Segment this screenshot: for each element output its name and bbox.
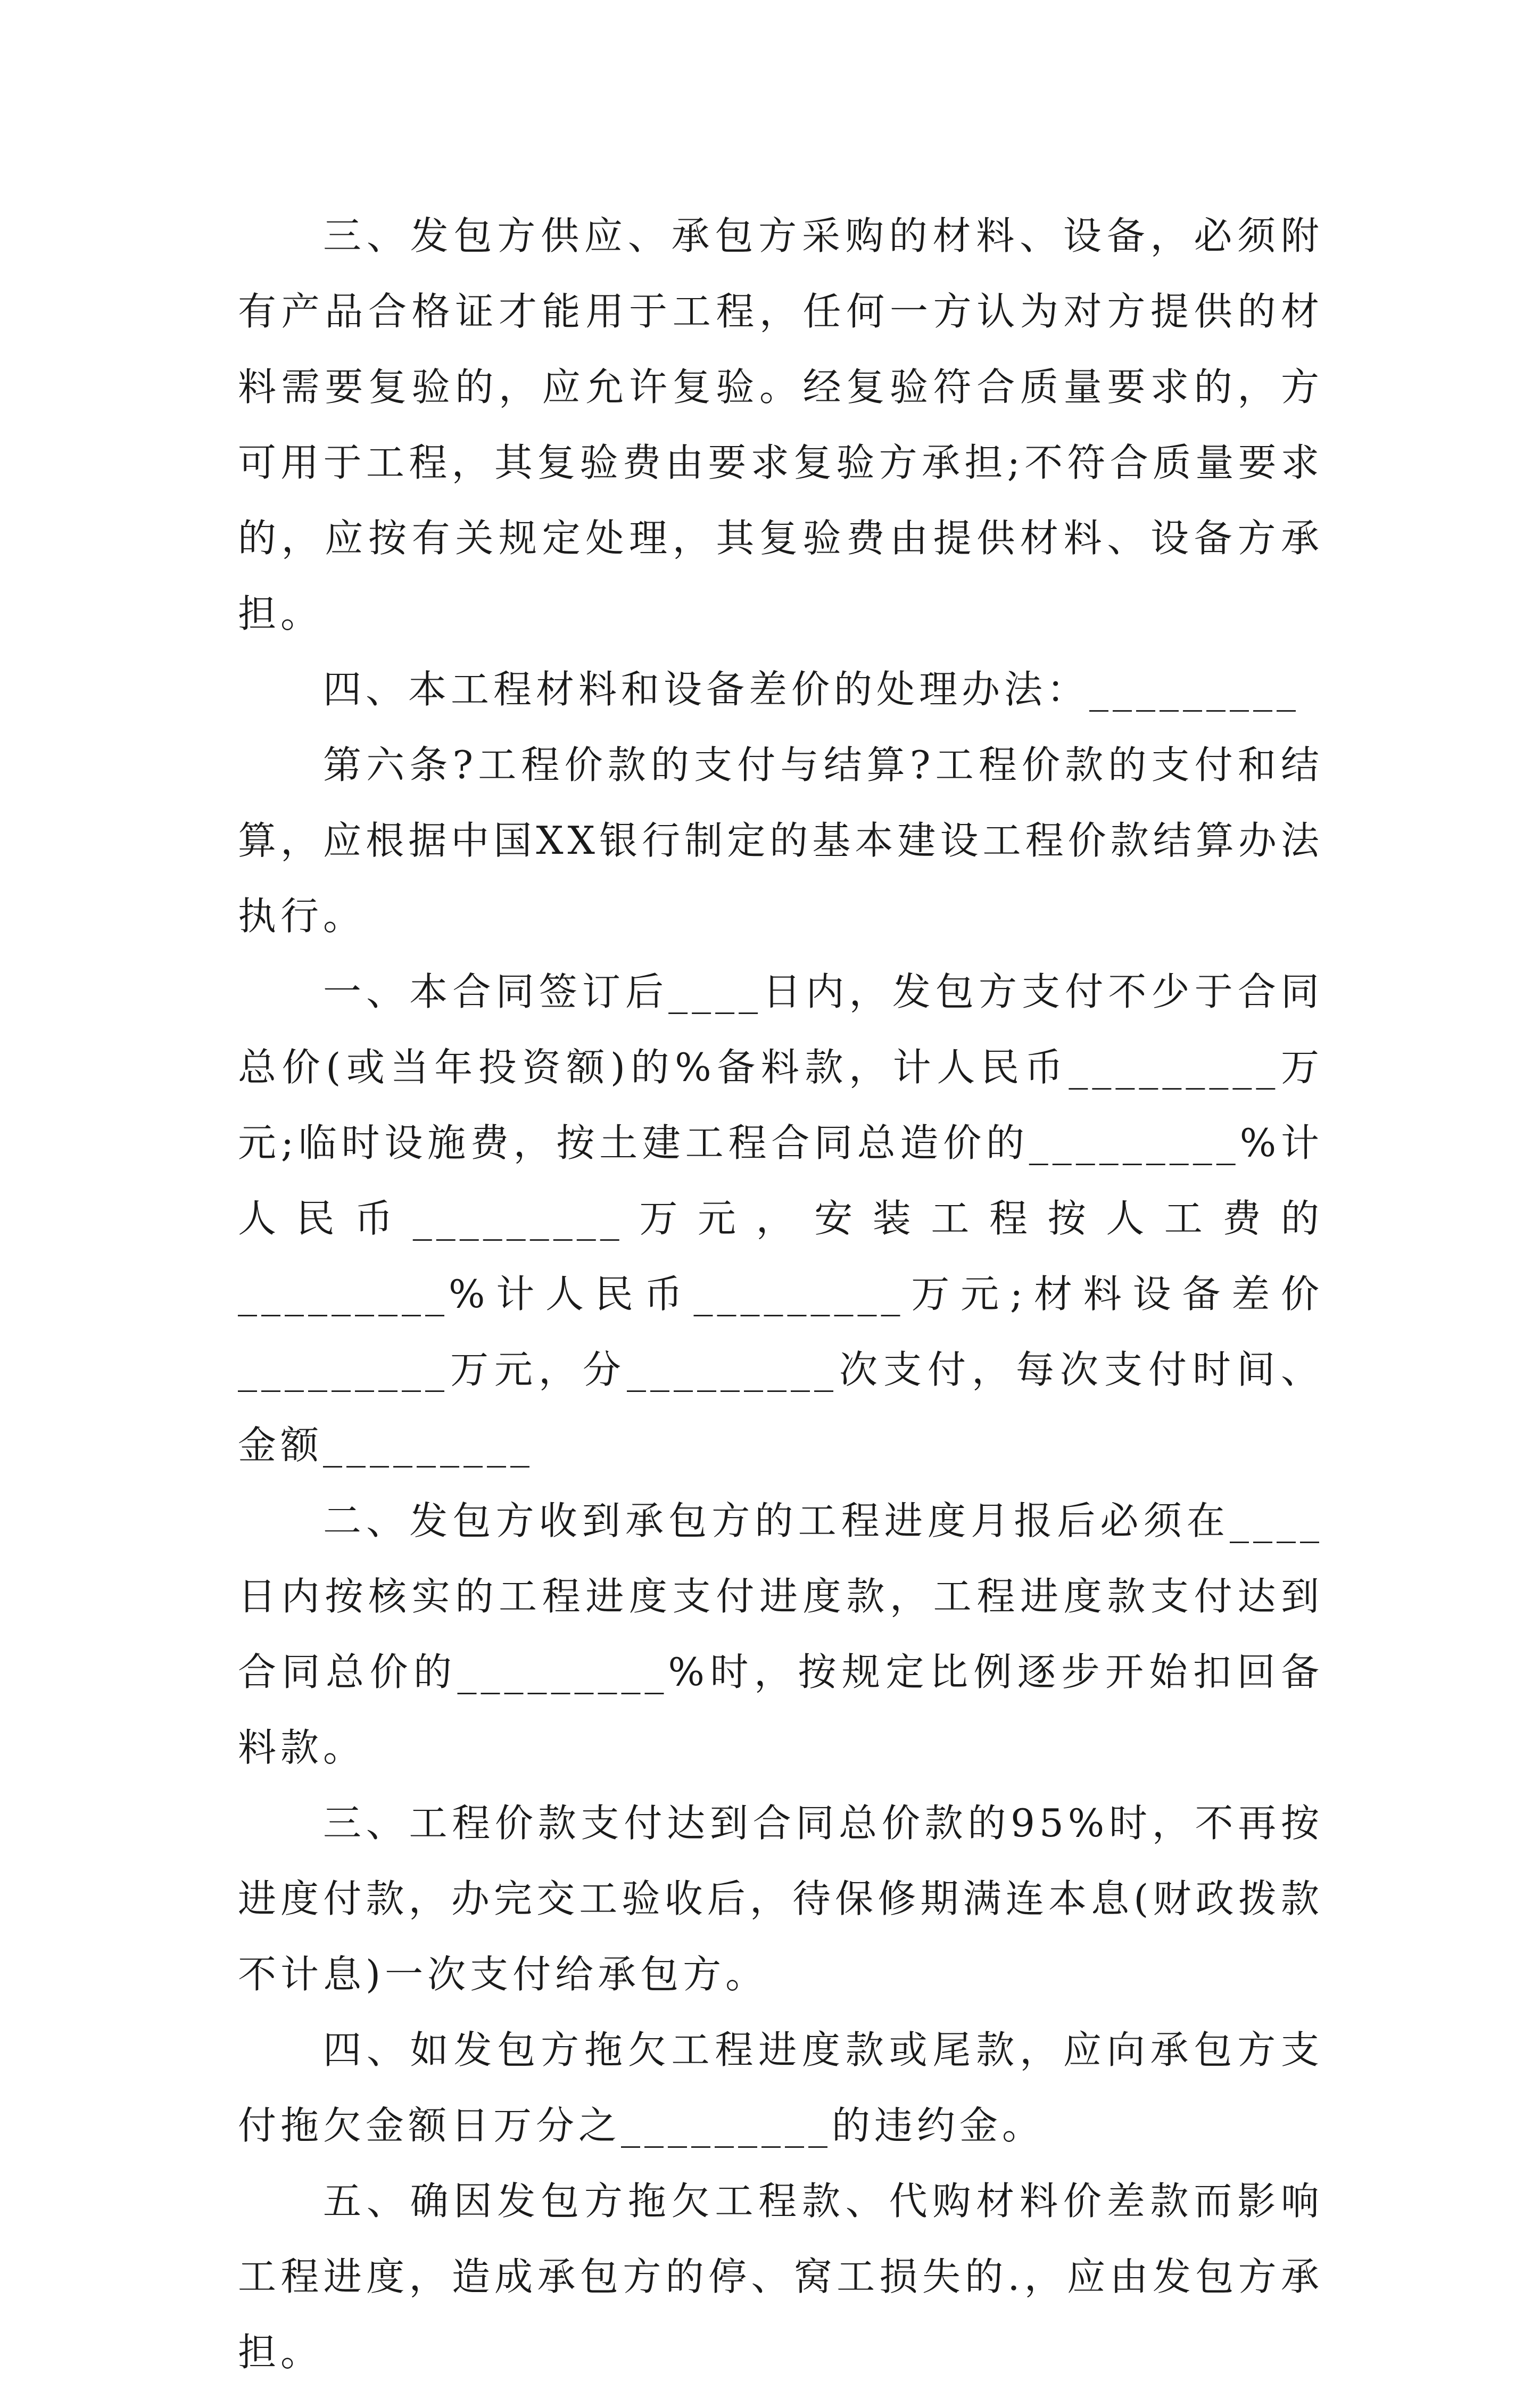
paragraph-advance-payment: 一、本合同签订后____日内，发包方支付不少于合同总价(或当年投资额)的%备料款，计人民币_________万元;临时设施费，按土建工程合同总造价的_________%计人民币_________万元，安装工程按人工费的_________%计人民币_________万元;材料设备差价_________万元，分_________次支付，每次支付时间、金额_________ bbox=[238, 969, 1323, 1468]
paragraph-final-payment: 三、工程价款支付达到合同总价款的95%时，不再按进度付款，办完交工验收后，待保修期满连本息(财政拨款不计息)一次支付给承包方。 bbox=[238, 1801, 1323, 1997]
paragraph-progress-payment: 二、发包方收到承包方的工程进度月报后必须在____日内按核实的工程进度支付进度款，工程进度款支付达到合同总价的_________%时，按规定比例逐步开始扣回备料款。 bbox=[238, 1498, 1323, 1770]
paragraph-article-six: 第六条?工程价款的支付与结算?工程价款的支付和结算，应根据中国XX银行制定的基本建设工程价款结算办法执行。 bbox=[238, 743, 1323, 938]
document-body bbox=[238, 198, 1323, 2390]
paragraph-material-certification: 三、发包方供应、承包方采购的材料、设备，必须附有产品合格证才能用于工程，任何一方认为对方提供的材料需要复验的，应允许复验。经复验符合质量要求的，方可用于工程，其复验费由要求复验方承担;不符合质量要求的，应按有关规定处理，其复验费由提供材料、设备方承担。 bbox=[238, 213, 1323, 636]
paragraph-penalty: 四、如发包方拖欠工程进度款或尾款，应向承包方支付拖欠金额日万分之_________的违约金。 bbox=[238, 2028, 1323, 2148]
paragraph-price-difference: 四、本工程材料和设备差价的处理办法：_________ bbox=[323, 667, 1301, 712]
paragraph-delay-losses: 五、确因发包方拖欠工程款、代购材料价差款而影响工程进度，造成承包方的停、窝工损失的.，应由发包方承担。 bbox=[238, 2179, 1323, 2375]
